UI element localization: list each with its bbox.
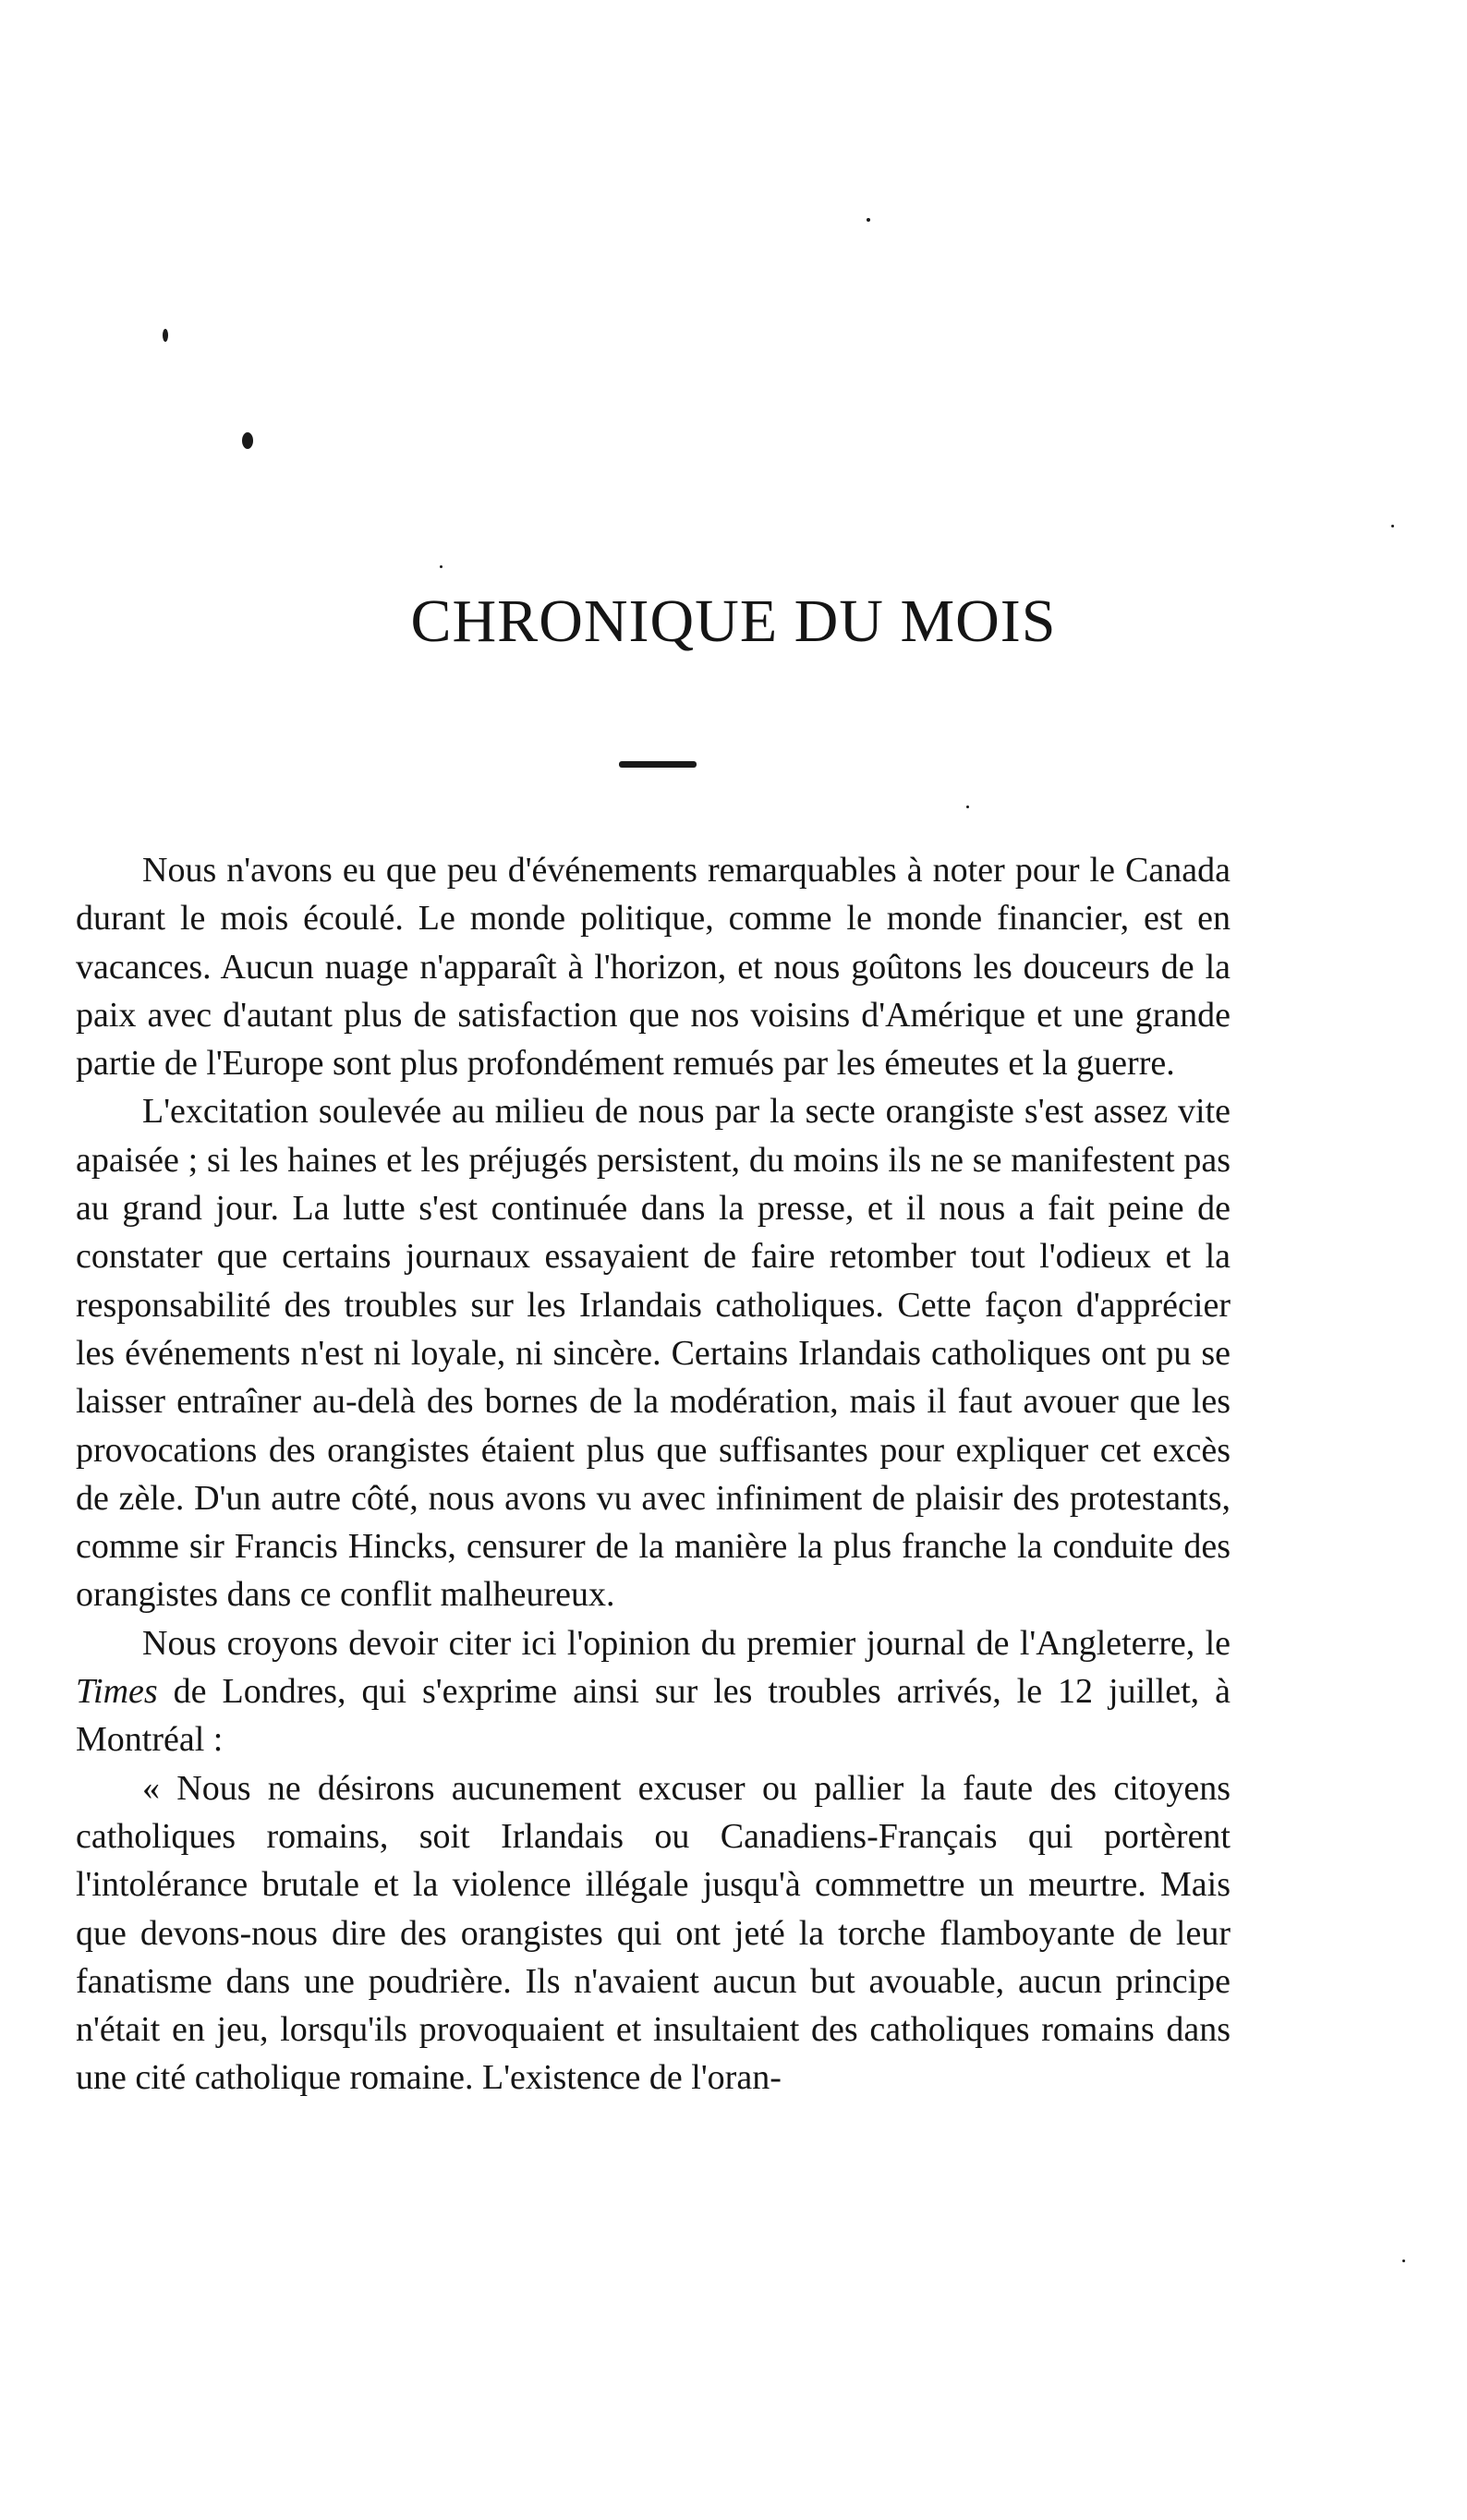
ink-speck (1391, 525, 1394, 527)
ink-speck (242, 432, 253, 449)
ink-speck (966, 806, 969, 808)
paragraph: Nous n'avons eu que peu d'événements remarquables à noter pour le Canada durant le mois écoulé. Le monde politique, comme le monde financier, est en vacances. Aucun nuage n'apparaît à l'horizon, et nous goûtons les douceurs de la paix avec d'autant plus de satisfaction que nos voisins d'Amérique et une grande partie de l'Europe sont plus profondément remués par les émeutes et la guerre. (76, 851, 1231, 1084)
paragraph-text: Nous croyons devoir citer ici l'opinion du premier journal de l'Angleterre, le (142, 1623, 1231, 1663)
ink-speck (163, 329, 168, 342)
newspaper-name: Times (76, 1672, 158, 1712)
article-body (76, 846, 1231, 2102)
ink-speck (440, 565, 443, 568)
ink-speck (867, 218, 870, 222)
ink-speck (1402, 2260, 1405, 2262)
page-title: CHRONIQUE DU MOIS (410, 588, 1057, 655)
title-rule (619, 761, 697, 768)
quotation: « Nous ne désirons aucunement excuser ou pallier la faute des citoyens catholiques romains, soit Irlandais ou Canadiens-Français qui portèrent l'intolérance brutale et la violence illégale jusqu'à commettre un meurtre. Mais que devons-nous dire des orangistes qui ont jeté la torche flamboyante de leur fanatisme dans une poudrière. Ils n'avaient aucun but avouable, aucun principe n'était en jeu, lorsqu'ils provoquaient et insultaient des catholiques romains dans une cité catholique romaine. L'existence de l'oran- (76, 1768, 1231, 2098)
paragraph-text: de Londres, qui s'exprime ainsi sur les troubles arrivés, le 12 juillet, à Montréal : (76, 1672, 1231, 1760)
paragraph (76, 1619, 1231, 1764)
paragraph: L'excitation soulevée au milieu de nous par la secte orangiste s'est assez vite apaisée ; si les haines et les préjugés persistent, du moins ils ne se manifestent pas au grand jour. La lutte s'est continuée dans la presse, et il nous a fait peine de constater que certains journaux essayaient de faire retomber tout l'odieux et la responsabilité des troubles sur les Irlandais catholiques. Cette façon d'apprécier les événements n'est ni loyale, ni sincère. Certains Irlandais catholiques ont pu se laisser entraîner au-delà des bornes de la modération, mais il faut avouer que les provocations des orangistes étaient plus que suffisantes pour expliquer cet excès de zèle. D'un autre côté, nous avons vu avec infiniment de plaisir des protestants, comme sir Francis Hincks, censurer de la manière la plus franche la conduite des orangistes dans ce conflit malheureux. (76, 1092, 1231, 1615)
